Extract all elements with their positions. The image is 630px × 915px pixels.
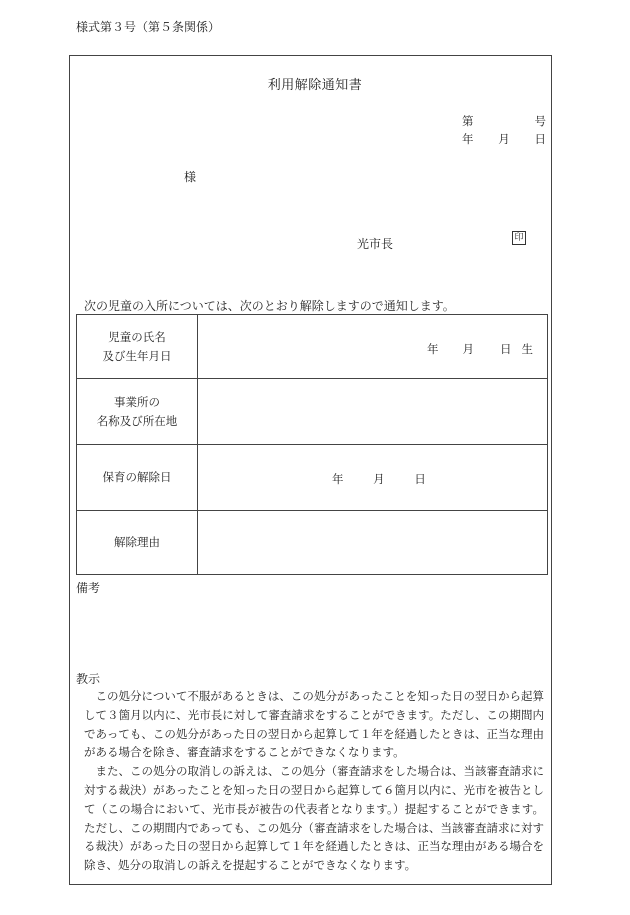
document-number-line xyxy=(462,113,546,129)
table-row-facility xyxy=(77,379,548,445)
birthdate-markers: 年 月 日 生 xyxy=(427,342,533,356)
remarks-label: 備考 xyxy=(76,581,101,595)
row-label: 児童の氏名 及び生年月日 xyxy=(77,315,198,379)
row-label: 事業所の 名称及び所在地 xyxy=(77,379,198,445)
stop-date-field[interactable] xyxy=(198,445,548,511)
seal-stamp-box: 印 xyxy=(512,231,526,245)
document-title: 利用解除通知書 xyxy=(267,78,363,93)
addressee-honorific: 様 xyxy=(184,170,197,184)
notice-paragraph: また、この処分の取消しの訴えは、この処分（審査請求をした場合は、当該審査請求に対する裁決）があったことを知った日の翌日から起算して６箇月以内に、光市を被告として（この場合において、光市長が被告の代表者となります。）提起することができます。ただし、この期間内であっても、この処分（審査請求をした場合は、当該審査請求に対する裁決）があった日の翌日から起算して１年を経過したときは、正当な理由がある場合を除き、処分の取消しの訴えを提起することができなくなります。 xyxy=(84,764,544,873)
issue-date-line xyxy=(462,131,546,147)
reason-field[interactable] xyxy=(198,511,548,575)
form-number-label: 様式第３号（第５条関係） xyxy=(76,20,221,34)
table-row-reason xyxy=(77,511,548,575)
row-label: 解除理由 xyxy=(77,511,198,575)
child-name-birthdate-field[interactable] xyxy=(198,315,548,379)
number-suffix: 号 xyxy=(534,114,546,128)
table-row-child xyxy=(77,315,548,379)
issue-day: 日 xyxy=(534,132,546,146)
facility-name-address-field[interactable] xyxy=(198,379,548,445)
stop-date-markers: 年 月 日 xyxy=(332,472,426,486)
number-prefix: 第 xyxy=(462,114,474,128)
intro-text: 次の児童の入所については、次のとおり解除しますので通知します。 xyxy=(84,299,455,313)
issue-year: 年 xyxy=(462,132,474,146)
notice-paragraph: この処分について不服があるときは、この処分があったことを知った日の翌日から起算して３箇月以内に、光市長に対して審査請求をすることができます。ただし、この期間内であっても、この処分があった日の翌日から起算して１年を経過したときは、正当な理由がある場合を除き、審査請求をすることができなくなります。 xyxy=(84,689,544,760)
row-label: 保育の解除日 xyxy=(77,445,198,511)
notice-body xyxy=(84,687,544,875)
table-row-stop-date xyxy=(77,445,548,511)
issue-month: 月 xyxy=(498,132,510,146)
info-table xyxy=(76,314,548,575)
notice-label: 教示 xyxy=(76,672,101,686)
issuer-name: 光市長 xyxy=(357,237,394,251)
